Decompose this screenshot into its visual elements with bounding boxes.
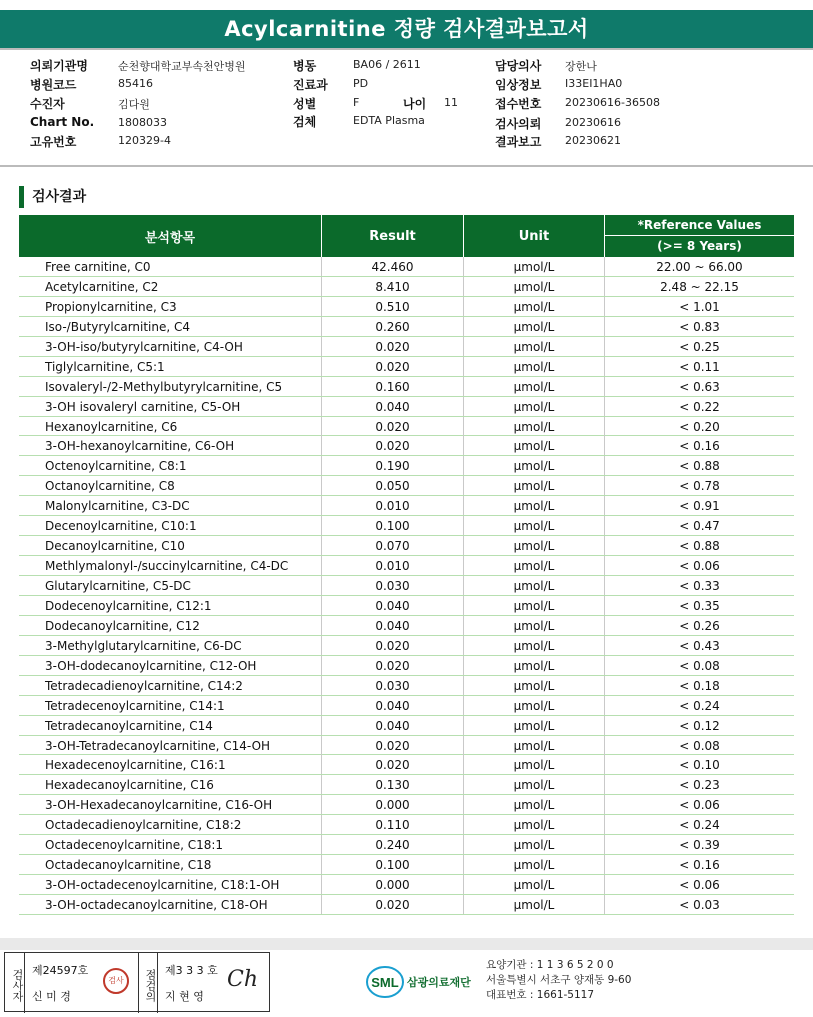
cell-analyte: Octadecadienoylcarnitine, C18:2 [45, 818, 242, 833]
cell-result: 0.160 [321, 377, 463, 396]
cell-result: 0.000 [321, 795, 463, 814]
table-row [19, 656, 794, 676]
cell-result: 0.020 [321, 895, 463, 914]
cell-reference: < 0.24 [604, 815, 794, 834]
cell-unit: μmol/L [463, 536, 604, 555]
table-row [19, 476, 794, 496]
table-row [19, 337, 794, 357]
cell-analyte: Hexadecanoylcarnitine, C16 [45, 778, 214, 793]
table-row [19, 795, 794, 815]
tester-license: 제24597호 [32, 964, 89, 977]
lab-info [486, 958, 631, 1003]
dept-value: PD [353, 77, 369, 90]
cell-unit: μmol/L [463, 775, 604, 794]
chart-label: Chart No. [30, 115, 95, 129]
table-row [19, 456, 794, 476]
cell-reference: < 0.26 [604, 616, 794, 635]
cell-reference: < 0.16 [604, 436, 794, 455]
chart-value: 1808033 [118, 116, 167, 129]
table-row [19, 536, 794, 556]
cell-result: 0.020 [321, 636, 463, 655]
cell-reference: < 0.47 [604, 516, 794, 535]
cell-reference: < 0.35 [604, 596, 794, 615]
hospital-label: 의뢰기관명 [30, 59, 88, 73]
cell-reference: < 0.88 [604, 456, 794, 475]
receipt-label: 접수번호 [495, 97, 542, 111]
cell-reference: < 0.22 [604, 397, 794, 416]
specimen-label: 검체 [293, 115, 317, 129]
cell-analyte: Octenoylcarnitine, C8:1 [45, 459, 187, 474]
table-row [19, 676, 794, 696]
cell-reference: < 0.43 [604, 636, 794, 655]
cell-analyte: Malonylcarnitine, C3-DC [45, 499, 190, 514]
cell-reference: < 0.88 [604, 536, 794, 555]
footer [0, 950, 813, 1017]
cell-analyte: Glutarylcarnitine, C5-DC [45, 579, 191, 593]
cell-reference: 22.00 ~ 66.00 [604, 257, 794, 276]
table-row [19, 736, 794, 756]
uid-label: 고유번호 [30, 135, 77, 149]
cell-reference: < 0.12 [604, 716, 794, 735]
footer-band [0, 938, 813, 950]
cell-result: 0.030 [321, 576, 463, 595]
reviewer-label: 점검의 [138, 953, 158, 1013]
cell-unit: μmol/L [463, 456, 604, 475]
cell-unit: μmol/L [463, 476, 604, 495]
cell-unit: μmol/L [463, 716, 604, 735]
cell-unit: μmol/L [463, 676, 604, 695]
cell-result: 0.040 [321, 596, 463, 615]
cell-analyte: 3-OH-Hexadecanoylcarnitine, C16-OH [45, 798, 273, 813]
sex-label: 성별 [293, 97, 317, 111]
hospcode-value: 85416 [118, 77, 153, 90]
receipt-value: 20230616-36508 [565, 96, 660, 109]
cell-reference: < 0.11 [604, 357, 794, 376]
cell-reference: < 0.91 [604, 496, 794, 515]
cell-unit: μmol/L [463, 257, 604, 276]
table-row [19, 875, 794, 895]
cell-analyte: 3-Methylglutarylcarnitine, C6-DC [45, 638, 242, 653]
cell-result: 0.020 [321, 337, 463, 356]
cell-analyte: Isovaleryl-/2-Methylbutyrylcarnitine, C5 [45, 379, 283, 394]
doctor-label: 담당의사 [495, 59, 542, 73]
cell-analyte: Methlymalonyl-/succinylcarnitine, C4-DC [45, 559, 289, 574]
cell-reference: < 1.01 [604, 297, 794, 316]
ward-label: 병동 [293, 59, 317, 73]
tester-name: 신 미 경 [32, 990, 71, 1003]
table-row [19, 357, 794, 377]
table-row [19, 436, 794, 456]
cell-result: 0.000 [321, 875, 463, 894]
sex-value: F [353, 96, 360, 109]
table-row [19, 596, 794, 616]
cell-unit: μmol/L [463, 835, 604, 854]
result-date-value: 20230621 [565, 134, 621, 147]
cell-unit: μmol/L [463, 357, 604, 376]
cell-unit: μmol/L [463, 656, 604, 675]
hospital-value: 순천향대학교부속천안병원 [118, 60, 246, 73]
ward-value: BA06 / 2611 [353, 58, 421, 71]
section-title: 검사결과 [19, 186, 86, 208]
header-reference-title: *Reference Values [605, 215, 794, 236]
cell-unit: μmol/L [463, 616, 604, 635]
cell-reference: < 0.63 [604, 377, 794, 396]
cell-analyte: Dodecanoylcarnitine, C12 [45, 618, 200, 633]
sml-logo-icon [365, 964, 405, 1000]
cell-result: 0.100 [321, 516, 463, 535]
cell-reference: < 0.20 [604, 417, 794, 436]
uid-value: 120329-4 [118, 134, 171, 147]
cell-result: 0.110 [321, 815, 463, 834]
table-row [19, 576, 794, 596]
table-row [19, 835, 794, 855]
cell-reference: < 0.33 [604, 576, 794, 595]
table-row [19, 397, 794, 417]
table-row [19, 516, 794, 536]
cell-unit: μmol/L [463, 636, 604, 655]
results-table-header [19, 215, 794, 257]
specimen-value: EDTA Plasma [353, 114, 425, 127]
header-result: Result [321, 215, 463, 257]
cell-analyte: 3-OH-Tetradecanoylcarnitine, C14-OH [45, 738, 271, 753]
cell-result: 0.010 [321, 556, 463, 575]
cell-result: 0.040 [321, 716, 463, 735]
cell-result: 0.190 [321, 456, 463, 475]
cell-result: 0.510 [321, 297, 463, 316]
cell-result: 0.050 [321, 476, 463, 495]
cell-unit: μmol/L [463, 377, 604, 396]
cell-unit: μmol/L [463, 516, 604, 535]
table-row [19, 496, 794, 516]
cell-unit: μmol/L [463, 576, 604, 595]
doctor-value: 장한나 [565, 60, 597, 73]
lab-address: 서울특별시 서초구 양재동 9-60 [486, 974, 632, 986]
cell-unit: μmol/L [463, 337, 604, 356]
cell-result: 0.260 [321, 317, 463, 336]
table-row [19, 755, 794, 775]
cell-result: 8.410 [321, 277, 463, 296]
cell-reference: < 0.03 [604, 895, 794, 914]
cell-reference: < 0.06 [604, 556, 794, 575]
cell-result: 0.130 [321, 775, 463, 794]
table-row [19, 775, 794, 795]
cell-analyte: 3-OH-iso/butyrylcarnitine, C4-OH [45, 339, 243, 354]
table-row [19, 317, 794, 337]
cell-analyte: 3-OH-octadecanoylcarnitine, C18-OH [45, 898, 268, 912]
cell-analyte: 3-OH isovaleryl carnitine, C5-OH [45, 399, 241, 414]
cell-analyte: Tetradecadienoylcarnitine, C14:2 [45, 678, 243, 693]
cell-unit: μmol/L [463, 436, 604, 455]
cell-reference: < 0.83 [604, 317, 794, 336]
cell-reference: < 0.78 [604, 476, 794, 495]
cell-analyte: Iso-/Butyrylcarnitine, C4 [45, 319, 191, 334]
cell-result: 0.010 [321, 496, 463, 515]
cell-result: 0.100 [321, 855, 463, 874]
reviewer-license: 제3 3 3 호 [165, 964, 218, 977]
cell-reference: < 0.39 [604, 835, 794, 854]
cell-reference: < 0.16 [604, 855, 794, 874]
tester-seal-icon: 검사 [103, 968, 129, 994]
cell-analyte: Octanoylcarnitine, C8 [45, 479, 175, 494]
header-item: 분석항목 [144, 230, 196, 246]
report-title: Acylcarnitine 정량 검사결과보고서 [0, 10, 813, 48]
table-row [19, 895, 794, 915]
clinical-label: 임상정보 [495, 78, 542, 92]
cell-analyte: 3-OH-octadecenoylcarnitine, C18:1-OH [45, 878, 280, 893]
cell-unit: μmol/L [463, 815, 604, 834]
cell-reference: < 0.24 [604, 696, 794, 715]
cell-analyte: Decanoylcarnitine, C10 [45, 539, 185, 554]
sml-logo [365, 962, 485, 1002]
cell-analyte: 3-OH-hexanoylcarnitine, C6-OH [45, 439, 235, 454]
lab-code: 요양기관 : 1 1 3 6 5 2 0 0 [486, 959, 614, 971]
cell-analyte: Hexanoylcarnitine, C6 [45, 419, 178, 434]
cell-unit: μmol/L [463, 855, 604, 874]
cell-analyte: Tiglylcarnitine, C5:1 [45, 359, 165, 374]
age-value: 11 [444, 96, 458, 109]
cell-result: 0.240 [321, 835, 463, 854]
cell-reference: < 0.25 [604, 337, 794, 356]
header-reference-age: (>= 8 Years) [657, 239, 742, 253]
patient-info-block [0, 52, 813, 164]
cell-unit: μmol/L [463, 736, 604, 755]
request-value: 20230616 [565, 116, 621, 129]
cell-unit: μmol/L [463, 317, 604, 336]
cell-result: 0.040 [321, 616, 463, 635]
cell-result: 0.020 [321, 357, 463, 376]
cell-unit: μmol/L [463, 417, 604, 436]
cell-analyte: Free carnitine, C0 [45, 260, 151, 274]
header-unit: Unit [463, 215, 604, 257]
table-row [19, 815, 794, 835]
clinical-value: I33EI1HA0 [565, 77, 623, 90]
cell-unit: μmol/L [463, 596, 604, 615]
cell-unit: μmol/L [463, 895, 604, 914]
cell-unit: μmol/L [463, 496, 604, 515]
signature-box [4, 952, 270, 1012]
cell-unit: μmol/L [463, 397, 604, 416]
cell-unit: μmol/L [463, 755, 604, 774]
cell-result: 0.070 [321, 536, 463, 555]
table-row [19, 297, 794, 317]
cell-reference: 2.48 ~ 22.15 [604, 277, 794, 296]
lab-phone: 대표번호 : 1661-5117 [486, 989, 595, 1001]
logo-text: SML [371, 975, 399, 990]
dept-label: 진료과 [293, 78, 328, 92]
tester-label: 검사자 [5, 953, 25, 1013]
cell-result: 0.040 [321, 696, 463, 715]
cell-reference: < 0.18 [604, 676, 794, 695]
reviewer-name: 지 현 영 [165, 990, 204, 1003]
cell-result: 0.030 [321, 676, 463, 695]
cell-analyte: Tetradecenoylcarnitine, C14:1 [45, 698, 225, 713]
cell-analyte: Dodecenoylcarnitine, C12:1 [45, 598, 212, 613]
header-reference [604, 215, 794, 257]
table-row [19, 417, 794, 437]
cell-result: 0.020 [321, 656, 463, 675]
cell-unit: μmol/L [463, 875, 604, 894]
cell-analyte: Hexadecenoylcarnitine, C16:1 [45, 758, 226, 773]
table-row [19, 636, 794, 656]
cell-unit: μmol/L [463, 696, 604, 715]
hospcode-label: 병원코드 [30, 78, 77, 92]
reviewer-signature: Ch [227, 967, 259, 992]
cell-analyte: Decenoylcarnitine, C10:1 [45, 519, 197, 534]
info-divider-bottom [0, 165, 813, 167]
table-row [19, 716, 794, 736]
cell-reference: < 0.06 [604, 795, 794, 814]
cell-unit: μmol/L [463, 795, 604, 814]
cell-analyte: Acetylcarnitine, C2 [45, 279, 159, 294]
table-row [19, 696, 794, 716]
patient-value: 김다원 [118, 98, 150, 111]
cell-reference: < 0.06 [604, 875, 794, 894]
cell-result: 0.020 [321, 736, 463, 755]
table-row [19, 377, 794, 397]
cell-reference: < 0.08 [604, 736, 794, 755]
cell-analyte: Octadecenoylcarnitine, C18:1 [45, 838, 224, 853]
cell-analyte: Propionylcarnitine, C3 [45, 299, 177, 314]
table-row [19, 855, 794, 875]
table-row [19, 556, 794, 576]
info-divider-top [0, 48, 813, 50]
table-row [19, 257, 794, 277]
cell-reference: < 0.10 [604, 755, 794, 774]
cell-analyte: Octadecanoylcarnitine, C18 [45, 858, 212, 873]
cell-analyte: 3-OH-dodecanoylcarnitine, C12-OH [45, 658, 257, 673]
result-date-label: 결과보고 [495, 135, 542, 149]
cell-result: 0.020 [321, 417, 463, 436]
logo-name: 삼광의료재단 [407, 976, 471, 989]
results-table-body [19, 257, 794, 915]
age-label: 나이 [403, 97, 427, 111]
cell-result: 42.460 [321, 257, 463, 276]
cell-reference: < 0.23 [604, 775, 794, 794]
cell-unit: μmol/L [463, 556, 604, 575]
cell-unit: μmol/L [463, 277, 604, 296]
cell-result: 0.020 [321, 755, 463, 774]
cell-analyte: Tetradecanoylcarnitine, C14 [45, 718, 213, 733]
patient-label: 수진자 [30, 97, 65, 111]
request-label: 검사의뢰 [495, 117, 542, 131]
cell-reference: < 0.08 [604, 656, 794, 675]
cell-unit: μmol/L [463, 297, 604, 316]
cell-result: 0.040 [321, 397, 463, 416]
table-row [19, 277, 794, 297]
cell-result: 0.020 [321, 436, 463, 455]
table-row [19, 616, 794, 636]
